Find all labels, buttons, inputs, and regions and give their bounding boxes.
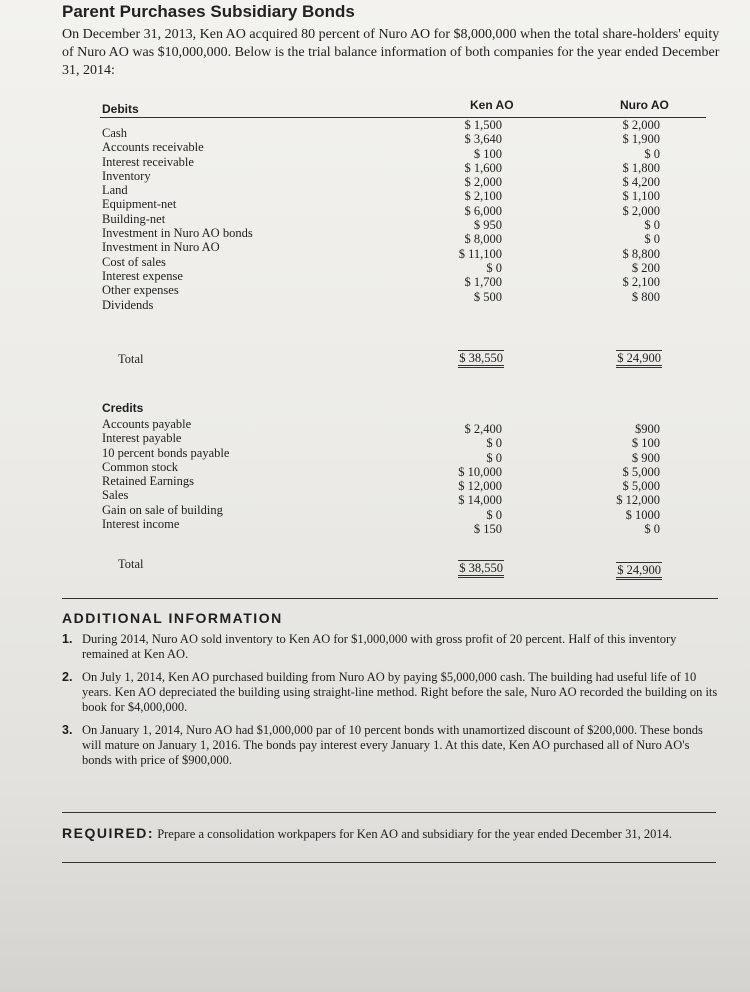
debit-ken-values [420,118,502,304]
credit-ken-values [420,422,502,536]
credit-label: Common stock [102,459,179,474]
debit-nuro-value: $ 0 [644,218,660,233]
debit-ken-value: $ 3,640 [464,132,502,147]
debit-ken-value: $ 6,000 [464,203,502,218]
debit-ken-value: $ 1,600 [464,160,502,175]
debit-label: Other expenses [102,283,179,298]
ken-ao-header: Ken AO [470,98,514,112]
credit-label: Interest payable [102,431,182,446]
debit-nuro-value: $ 1,800 [622,160,660,175]
item-number: 1. [62,632,73,646]
debit-nuro-value: $ 0 [644,232,660,247]
debit-nuro-value: $ 1,900 [622,132,660,147]
debit-labels [102,126,253,312]
credit-total-ken [420,561,504,576]
debit-nuro-value: $ 1,100 [622,189,660,204]
debit-ken-value: $ 950 [473,218,502,233]
debit-label: Equipment-net [102,197,177,212]
credit-total-ken-value: $ 38,550 [458,560,504,578]
debit-ken-value: $ 11,100 [458,246,502,261]
debit-label: Cost of sales [102,254,166,269]
additional-info-list [62,632,722,776]
credit-nuro-value: $ 12,000 [616,493,660,508]
required-section [62,826,722,842]
debit-label: Inventory [102,168,151,183]
debit-label: Interest expense [102,268,183,283]
credit-label: 10 percent bonds payable [102,445,230,460]
page-title: Parent Purchases Subsidiary Bonds [62,2,355,21]
debit-total-label: Total [118,352,144,366]
debit-total-nuro-value: $ 24,900 [616,350,662,368]
debit-label: Dividends [102,297,154,312]
item-text: On January 1, 2014, Nuro AO had $1,000,000 par of 10 percent bonds with unamortized discount of $200,000. These bonds will mature on January 1, 2016. The bonds pay interest every January 1. At this date, Ken AO purchased all of Nuro AO's bonds with price of $900,000. [82,723,703,767]
list-item [62,670,722,715]
debit-label: Land [102,183,128,198]
debit-nuro-value: $ 4,200 [622,175,660,190]
item-number: 3. [62,723,73,737]
credit-nuro-value: $900 [635,422,660,436]
debit-nuro-value: $ 2,000 [622,118,660,132]
debit-label: Building-net [102,211,166,226]
section-divider [62,598,718,599]
debit-nuro-values [572,118,660,304]
debit-nuro-value: $ 8,800 [622,246,660,261]
bottom-rule [62,862,716,863]
debit-nuro-value: $ 800 [631,289,660,304]
credit-nuro-value: $ 5,000 [622,464,660,479]
item-number: 2. [62,670,73,684]
credit-total-nuro-value: $ 24,900 [616,562,662,580]
list-item [62,723,722,768]
credit-label: Retained Earnings [102,474,194,489]
item-text: During 2014, Nuro AO sold inventory to Ken AO for $1,000,000 with gross profit of 20 percent. Half of this inventory remained at Ken AO. [82,632,677,661]
debit-label: Interest receivable [102,154,194,169]
debit-ken-value: $ 500 [473,289,502,304]
debit-label: Accounts receivable [102,140,204,155]
divider-line [62,812,716,813]
credit-nuro-value: $ 100 [631,436,660,451]
debit-total-ken [420,351,504,366]
list-item [62,632,722,662]
debit-total-nuro [572,351,662,366]
credit-label: Sales [102,488,129,503]
credit-ken-value: $ 0 [486,450,502,465]
credit-nuro-value: $ 0 [644,522,660,537]
credit-total-label: Total [118,557,144,571]
debit-ken-value: $ 2,100 [464,189,502,204]
debit-nuro-value: $ 2,000 [622,203,660,218]
credit-label: Accounts payable [102,417,192,431]
nuro-ao-header: Nuro AO [620,98,669,112]
credit-ken-value: $ 0 [486,436,502,451]
intro-paragraph: On December 31, 2013, Ken AO acquired 80 percent of Nuro AO for $8,000,000 when the total share-holders' equity of Nuro AO was $10,000,000. Below is the trial balance information of both companies for the year ended December 31, 2014: [62,27,720,78]
credit-nuro-value: $ 900 [631,450,660,465]
credit-nuro-value: $ 1000 [625,507,660,522]
debit-ken-value: $ 100 [473,146,502,161]
credit-label: Gain on sale of building [102,502,223,517]
debit-ken-value: $ 8,000 [464,232,502,247]
credit-ken-value: $ 10,000 [458,464,502,479]
debit-label: Investment in Nuro AO bonds [102,226,253,241]
credits-header: Credits [102,401,144,415]
credit-ken-value: $ 150 [473,522,502,537]
debit-ken-value: $ 1,500 [464,118,502,132]
additional-info-heading: ADDITIONAL INFORMATION [62,610,283,626]
credit-ken-value: $ 0 [486,507,502,522]
credit-ken-value: $ 12,000 [458,479,502,494]
debit-ken-value: $ 1,700 [464,275,502,290]
required-text: Prepare a consolidation workpapers for Ken AO and subsidiary for the year ended December 31, 2014. [157,827,672,841]
debit-nuro-value: $ 200 [631,260,660,275]
credit-ken-value: $ 2,400 [464,422,502,436]
debit-nuro-value: $ 0 [644,146,660,161]
debit-label: Investment in Nuro AO [102,240,220,255]
debit-ken-value: $ 2,000 [464,175,502,190]
debit-ken-value: $ 0 [486,260,502,275]
credit-nuro-value: $ 5,000 [622,479,660,494]
credit-ken-value: $ 14,000 [458,493,502,508]
debit-label: Cash [102,126,127,140]
credit-label: Interest income [102,517,180,532]
debits-header: Debits [102,102,139,116]
debit-nuro-value: $ 2,100 [622,275,660,290]
credit-total-nuro [572,563,662,578]
credit-nuro-values [572,422,660,536]
debit-total-ken-value: $ 38,550 [458,350,504,368]
required-label: REQUIRED: [62,825,155,841]
credit-labels [102,417,229,531]
item-text: On July 1, 2014, Ken AO purchased building from Nuro AO by paying $5,000,000 cash. The building had useful life of 10 years. Ken AO depreciated the building using straight-line method. Right before the sale, Nuro AO recorded the building on its book for $4,000,000. [82,670,718,714]
